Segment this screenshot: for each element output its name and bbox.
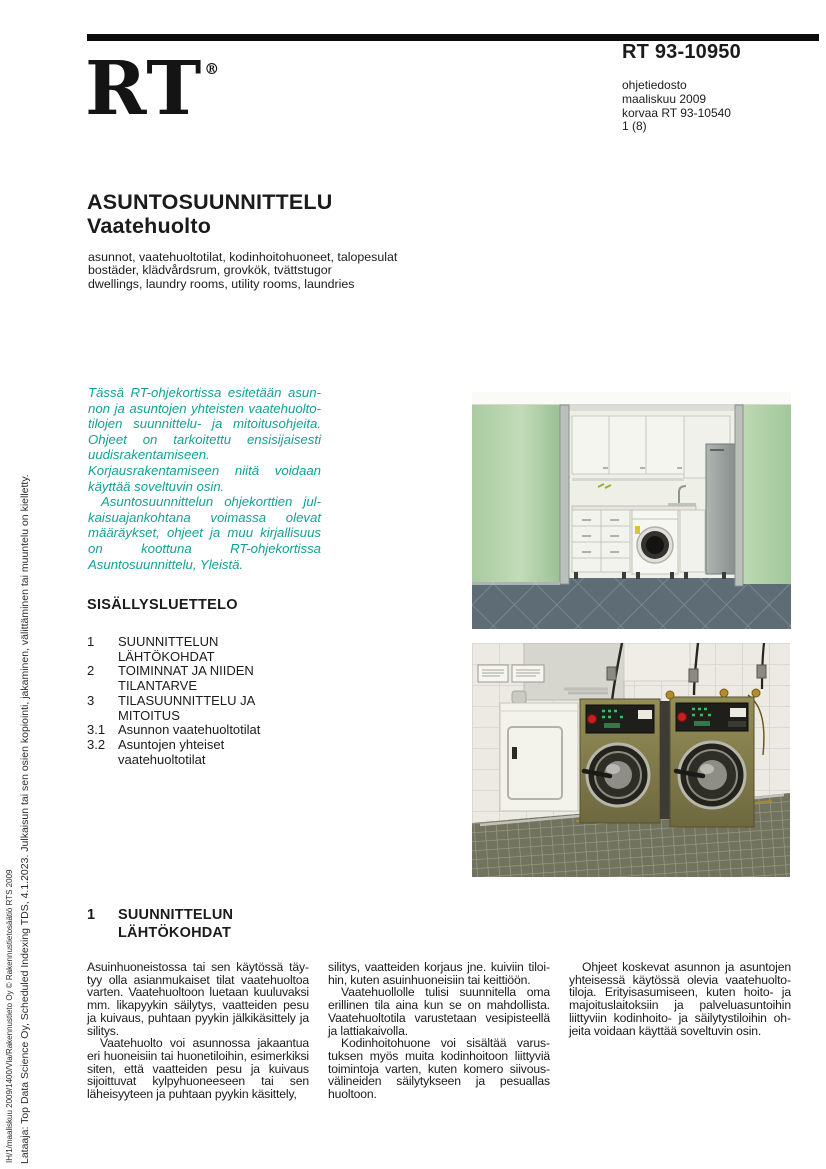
shared-laundry-room-photo: [472, 643, 790, 877]
toc-item-label: [118, 694, 255, 723]
toc-item-line: LÄHTÖKOHDAT: [118, 648, 215, 664]
toc-item-line: TILASUUNNITTELU JA: [118, 692, 256, 708]
toc-item-line: Asunnon vaatehuoltotilat: [118, 722, 261, 738]
body-column-3: [569, 961, 791, 1101]
toc-item: [87, 723, 260, 738]
intro-paragraph-1: Tässä RT-ohjekortissa esitetään asunnon ja asuntojen yhteisten vaatehuoltotilojen suunnittelu- ja mitoitusohjeita. Ohjeet on tarkoitettu ensisijaisesti uudisrakentamiseen. Korjausrakentamiseen niitä voidaan käyttää soveltuvin osin.: [88, 385, 321, 494]
page-title: [87, 190, 332, 238]
title-main: ASUNTOSUUNNITTELU: [87, 190, 333, 214]
toc-item-number: 3: [87, 692, 95, 708]
toc-heading: SISÄLLYSLUETTELO: [87, 597, 238, 613]
toc-item-line: SUUNNITTELUN: [118, 634, 219, 649]
doc-number: RT 93-10950: [622, 41, 741, 63]
body-paragraph: Vaatehuolto voi asunnossa jakaantua eri huoneisiin tai huonetiloihin, esimerkiksi siten, että vaatteiden pesu ja kuivaus sijoittuvat kylpyhuoneeseen tai sen läheisyyteen ja puhtaan pyykin käsittely,: [87, 1036, 309, 1102]
doc-meta: [622, 79, 731, 134]
body-paragraph: Vaatehuollolle tulisi suunnitella oma erillinen tila aina kun se on mahdollista. Vaatehuoltotila varustetaan vesipisteellä ja lattiakaivolla.: [328, 985, 550, 1038]
body-paragraph: Ohjeet koskevat asunnon ja asuntojen yhteisessä käytössä olevia vaatehuoltotiloja. Erityisasumiseen, kuten hoito- ja majoituslaitoksiin ja palveluasuntoihin liittyviin kodinhoito- ja säilytystiloihin ohjeita voidaan käyttää soveltuvin osin.: [569, 960, 791, 1038]
toc-item-number: 1: [87, 634, 95, 649]
section1-heading: [87, 907, 233, 942]
toc-item-number: 3.2: [87, 736, 106, 752]
body-column-1: [87, 961, 309, 1101]
toc-list: [87, 635, 260, 767]
page-number: 1 (8): [622, 119, 647, 134]
rt-logo: [85, 38, 220, 132]
toc-item-number: 3.1: [87, 722, 106, 738]
download-notice-vertical-text: Lataaja: Top Data Science Oy, Scheduled Indexing TDS, 4.1.2023. Julkaisun tai sen osien kopiointi, jakaminen, välittäminen tai muuntelu on kielletty.: [19, 474, 31, 1164]
body-column-2: [328, 961, 550, 1101]
toc-item-line: TILANTARVE: [118, 678, 197, 694]
registered-trademark-icon: ®: [204, 60, 220, 78]
toc-item-line: vaatehuoltotilat: [118, 751, 206, 767]
toc-item-label: [118, 738, 224, 767]
toc-item: [87, 664, 260, 693]
toc-item-line: TOIMINNAT JA NIIDEN: [118, 663, 254, 679]
body-paragraph: Kodinhoitohuone voi sisältää varustuksen myös muita kodinhoitoon liittyviä toimintoja varten, kuten komero siivousvälineiden säilytykseen ja pesuallas huoltoon.: [328, 1036, 550, 1102]
toc-item: [87, 694, 260, 723]
body-paragraph: silitys, vaatteiden korjaus jne. kuiviin tiloihin, kuten asuinhuoneisiin tai keittiöön.: [328, 960, 550, 987]
toc-item-label: [118, 723, 260, 738]
toc-item: [87, 738, 260, 767]
body-columns: [87, 961, 790, 1101]
section1-heading-text: [118, 907, 233, 942]
section1-heading-line: SUUNNITTELUN: [118, 907, 234, 923]
keywords-finnish: asunnot, vaatehuoltotilat, kodinhoitohuoneet, talopesulat: [88, 250, 398, 264]
intro-paragraph-2: Asuntosuunnittelun ohjekorttien julkaisuajankohtana voimassa olevat määräykset, ohjeet ja muu kirjallisuus on koottuna RT-ohjekortissa Asuntosuunnittelu, Yleistä.: [88, 494, 321, 572]
print-code-vertical-text: IH/1/maaliskuu 2009/1400/Vla/Rakennustieto Oy © Rakennustietosäätiö RTS 2009: [5, 869, 14, 1163]
toc-item-label: [118, 664, 254, 693]
laundry-alcove-photo: [472, 392, 791, 629]
doc-type: ohjetiedosto: [622, 78, 687, 92]
keyword-lines: [88, 251, 397, 291]
toc-item: [87, 635, 260, 664]
rt-logo-text: RT: [85, 46, 203, 132]
toc-item-line: Asuntojen yhteiset: [118, 736, 225, 752]
keywords-swedish: bostäder, klädvårdsrum, grovkök, tvättstugor: [88, 263, 332, 278]
keywords-english: dwellings, laundry rooms, utility rooms, laundries: [88, 276, 355, 291]
section1-heading-line: LÄHTÖKOHDAT: [118, 924, 232, 941]
doc-replaces: korvaa RT 93-10540: [622, 105, 731, 120]
toc-item-line: MITOITUS: [118, 707, 180, 723]
toc-item-label: [118, 635, 218, 664]
toc-item-number: 2: [87, 663, 95, 679]
doc-date: maaliskuu 2009: [622, 91, 707, 106]
title-sub: Vaatehuolto: [87, 214, 212, 238]
section1-number: 1: [87, 907, 96, 923]
intro-abstract: [88, 385, 321, 572]
body-paragraph: Asuinhuoneistossa tai sen käytössä täytyy olla asianmukaiset tilat vaatehuoltoa varten. Vaatehuoltoon luetaan kuuluvaksi mm. likapyykin säilytys, vaatteiden pesu ja kuivaus, puhtaan pyykin jälkikäsittely ja silitys.: [87, 960, 309, 1038]
